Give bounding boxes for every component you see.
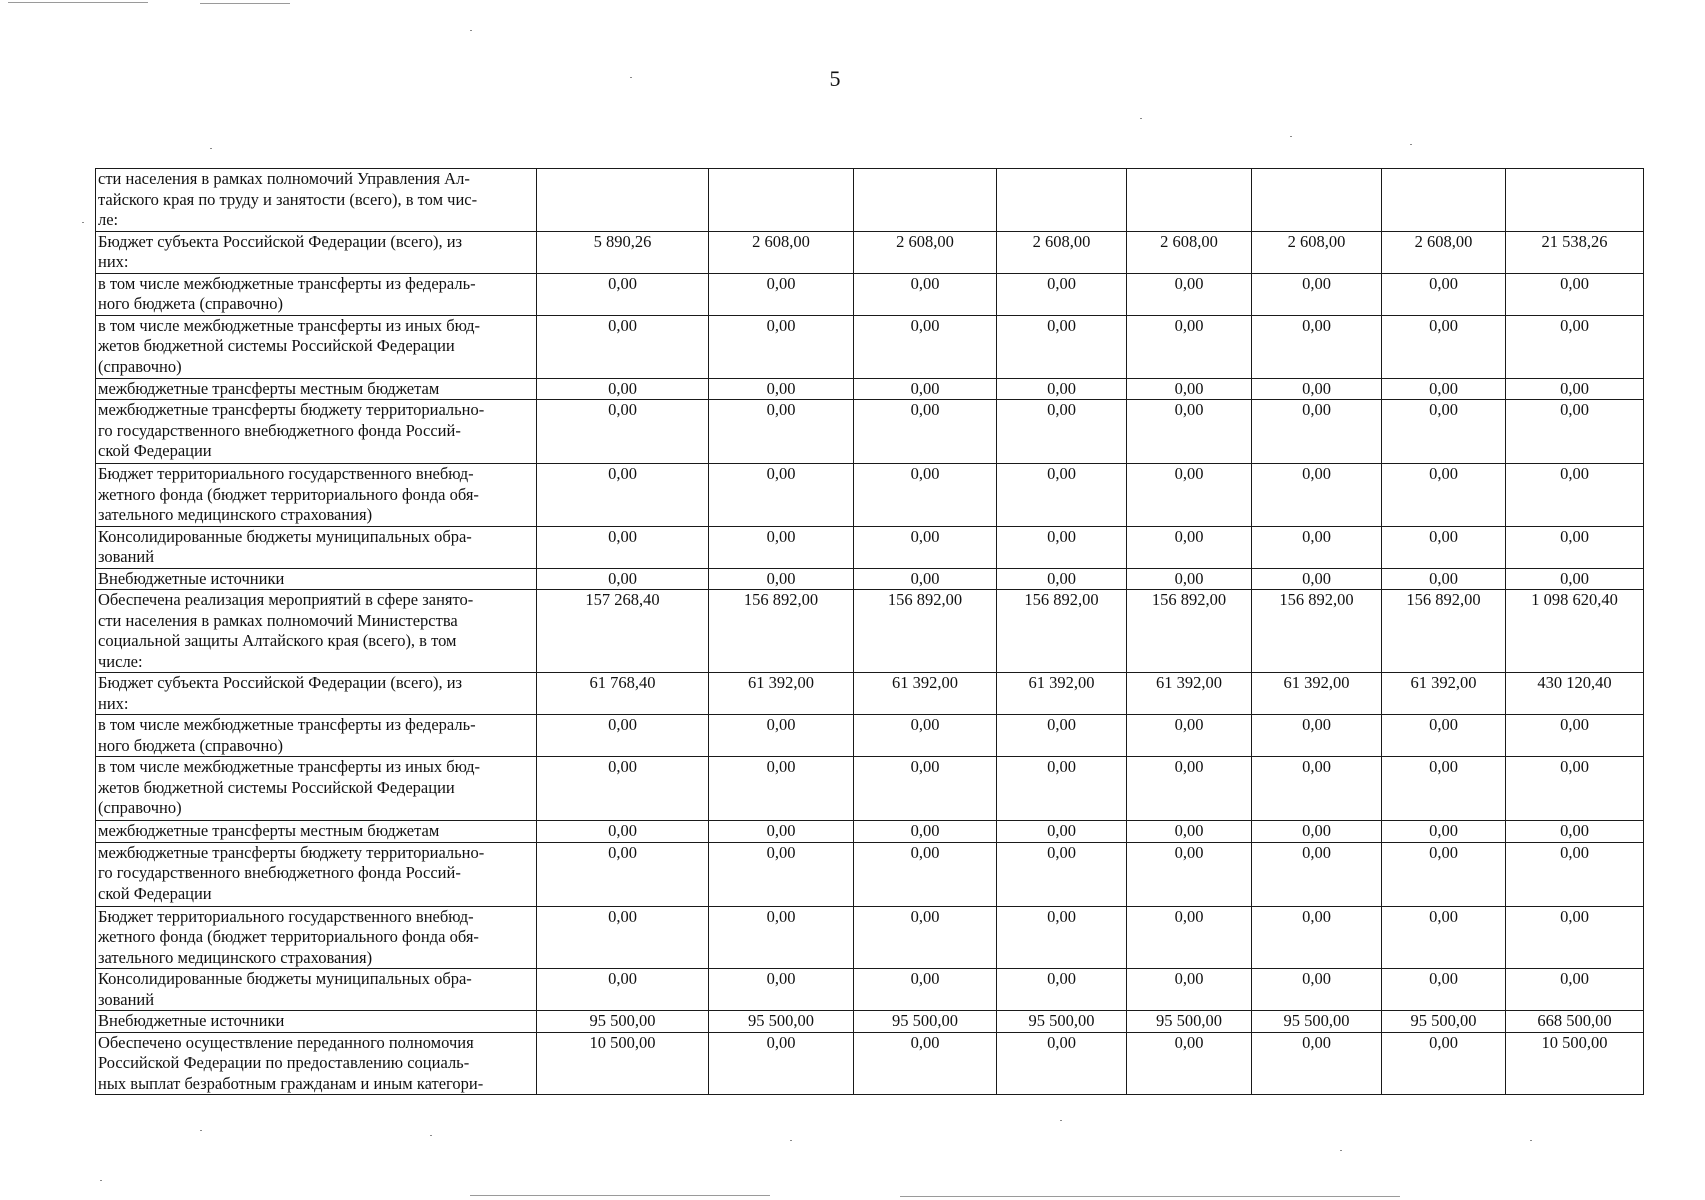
value-cell: 0,00 [1127,526,1252,568]
value-cell: 0,00 [1506,400,1644,464]
value-cell: 0,00 [1382,315,1506,378]
value-cell: 0,00 [1382,1032,1506,1095]
value-cell: 0,00 [1382,715,1506,757]
value-cell: 0,00 [854,969,997,1011]
value-cell: 0,00 [1382,821,1506,843]
table-row [96,715,1644,757]
value-cell: 10 500,00 [1506,1032,1644,1095]
table-row [96,315,1644,378]
value-cell: 5 890,26 [537,231,709,273]
value-cell: 0,00 [1252,315,1382,378]
value-cell: 0,00 [709,906,854,969]
value-cell: 2 608,00 [997,231,1127,273]
table-row [96,590,1644,673]
value-cell: 2 608,00 [1127,231,1252,273]
table-row [96,169,1644,232]
table-row [96,673,1644,715]
value-cell: 156 892,00 [1127,590,1252,673]
value-cell: 0,00 [1506,906,1644,969]
value-cell: 0,00 [537,568,709,590]
table-row [96,400,1644,464]
value-cell: 0,00 [1127,464,1252,527]
value-cell: 156 892,00 [854,590,997,673]
value-cell: 0,00 [1382,273,1506,315]
value-cell: 0,00 [1382,757,1506,821]
scan-speck [210,148,212,149]
value-cell: 157 268,40 [537,590,709,673]
value-cell: 0,00 [1506,378,1644,400]
page-number: 5 [829,66,841,91]
value-cell: 2 608,00 [854,231,997,273]
row-label: межбюджетные трансферты бюджету территориально- го государственного внебюджетного фонда Россий- ской Федерации [96,400,537,464]
value-cell: 156 892,00 [1252,590,1382,673]
value-cell: 0,00 [1506,757,1644,821]
row-label: Внебюджетные источники [96,568,537,590]
value-cell: 2 608,00 [1382,231,1506,273]
value-cell: 0,00 [997,464,1127,527]
value-cell: 95 500,00 [997,1011,1127,1033]
value-cell: 0,00 [997,378,1127,400]
value-cell: 0,00 [1252,1032,1382,1095]
value-cell: 0,00 [1127,273,1252,315]
value-cell: 61 768,40 [537,673,709,715]
value-cell: 0,00 [1127,1032,1252,1095]
value-cell: 0,00 [1252,821,1382,843]
value-cell: 0,00 [1252,969,1382,1011]
value-cell [854,169,997,232]
value-cell: 0,00 [709,821,854,843]
value-cell: 0,00 [1506,464,1644,527]
row-label: Бюджет субъекта Российской Федерации (всего), из них: [96,673,537,715]
value-cell: 0,00 [709,400,854,464]
value-cell: 0,00 [997,757,1127,821]
value-cell: 0,00 [1382,378,1506,400]
value-cell: 0,00 [997,315,1127,378]
value-cell: 2 608,00 [709,231,854,273]
value-cell: 61 392,00 [1252,673,1382,715]
scan-speck [1140,118,1142,119]
value-cell: 0,00 [537,906,709,969]
scan-speck [1410,144,1412,145]
scan-speck [1060,1120,1062,1121]
value-cell: 0,00 [1506,526,1644,568]
value-cell: 0,00 [997,842,1127,906]
budget-table [95,168,1644,1095]
value-cell: 61 392,00 [854,673,997,715]
value-cell: 0,00 [997,273,1127,315]
value-cell [1506,169,1644,232]
row-label: Консолидированные бюджеты муниципальных обра- зований [96,969,537,1011]
value-cell: 95 500,00 [1382,1011,1506,1033]
value-cell: 0,00 [1127,969,1252,1011]
row-label: в том числе межбюджетные трансферты из федераль- ного бюджета (справочно) [96,715,537,757]
value-cell: 0,00 [1252,378,1382,400]
value-cell: 0,00 [1252,906,1382,969]
table-row [96,969,1644,1011]
value-cell: 0,00 [1127,315,1252,378]
value-cell: 0,00 [997,568,1127,590]
table-row [96,568,1644,590]
value-cell: 0,00 [1382,842,1506,906]
table-row [96,273,1644,315]
value-cell: 0,00 [709,378,854,400]
value-cell: 95 500,00 [709,1011,854,1033]
value-cell: 0,00 [1382,526,1506,568]
row-label: Бюджет субъекта Российской Федерации (всего), из них: [96,231,537,273]
value-cell: 0,00 [854,400,997,464]
value-cell [997,169,1127,232]
value-cell: 0,00 [1127,568,1252,590]
row-label: межбюджетные трансферты бюджету территориально- го государственного внебюджетного фонда Россий- ской Федерации [96,842,537,906]
row-label: в том числе межбюджетные трансферты из федераль- ного бюджета (справочно) [96,273,537,315]
table-row [96,231,1644,273]
value-cell: 0,00 [854,757,997,821]
value-cell: 0,00 [1382,568,1506,590]
value-cell: 0,00 [537,464,709,527]
table-row [96,906,1644,969]
value-cell: 0,00 [709,1032,854,1095]
scan-artifact-line [900,1196,1400,1197]
value-cell: 95 500,00 [1127,1011,1252,1033]
value-cell [1382,169,1506,232]
value-cell: 668 500,00 [1506,1011,1644,1033]
value-cell: 10 500,00 [537,1032,709,1095]
value-cell [537,169,709,232]
scan-speck [790,1140,792,1141]
value-cell: 0,00 [709,757,854,821]
table-row [96,378,1644,400]
value-cell: 2 608,00 [1252,231,1382,273]
value-cell: 0,00 [709,315,854,378]
value-cell: 0,00 [1506,842,1644,906]
row-label: Бюджет территориального государственного внебюд- жетного фонда (бюджет территориального фонда обя- зательного медицинского страхования) [96,906,537,969]
value-cell: 21 538,26 [1506,231,1644,273]
value-cell: 0,00 [997,715,1127,757]
value-cell: 0,00 [537,315,709,378]
value-cell: 0,00 [709,568,854,590]
value-cell: 0,00 [1382,400,1506,464]
value-cell: 0,00 [997,526,1127,568]
value-cell: 0,00 [854,273,997,315]
value-cell: 0,00 [709,273,854,315]
value-cell: 0,00 [854,842,997,906]
value-cell: 0,00 [997,906,1127,969]
value-cell: 0,00 [709,969,854,1011]
value-cell: 0,00 [537,378,709,400]
value-cell: 0,00 [709,526,854,568]
value-cell: 0,00 [997,1032,1127,1095]
value-cell: 0,00 [1506,315,1644,378]
scan-speck [630,77,632,78]
value-cell: 0,00 [854,715,997,757]
value-cell: 0,00 [854,378,997,400]
row-label: Обеспечено осуществление переданного полномочия Российской Федерации по предоставлению социаль- ных выплат безработным гражданам и иным категори- [96,1032,537,1095]
value-cell: 0,00 [997,400,1127,464]
row-label: в том числе межбюджетные трансферты из иных бюд- жетов бюджетной системы Российской Федерации (справочно) [96,757,537,821]
scan-artifact-line [470,1195,770,1196]
value-cell: 61 392,00 [997,673,1127,715]
value-cell: 0,00 [1127,378,1252,400]
value-cell: 0,00 [1127,715,1252,757]
value-cell: 61 392,00 [1382,673,1506,715]
value-cell: 0,00 [709,842,854,906]
value-cell: 0,00 [1506,715,1644,757]
scan-speck [1340,1150,1342,1151]
value-cell: 0,00 [854,464,997,527]
value-cell: 0,00 [1506,273,1644,315]
value-cell: 0,00 [854,821,997,843]
table-row [96,1011,1644,1033]
value-cell: 0,00 [1252,757,1382,821]
row-label: Внебюджетные источники [96,1011,537,1033]
table-row [96,757,1644,821]
value-cell: 0,00 [997,821,1127,843]
value-cell: 0,00 [1252,273,1382,315]
value-cell [1252,169,1382,232]
value-cell: 0,00 [1127,842,1252,906]
value-cell: 0,00 [1252,400,1382,464]
value-cell: 0,00 [537,715,709,757]
scan-speck [1530,1140,1532,1141]
value-cell: 156 892,00 [997,590,1127,673]
value-cell: 156 892,00 [1382,590,1506,673]
value-cell: 0,00 [537,273,709,315]
value-cell: 0,00 [709,715,854,757]
scan-speck [200,1130,202,1131]
scan-speck [470,30,472,31]
value-cell: 0,00 [1382,969,1506,1011]
row-label: Обеспечена реализация мероприятий в сфере занято- сти населения в рамках полномочий Министерства социальной защиты Алтайского края (всего), в том числе: [96,590,537,673]
value-cell: 0,00 [854,315,997,378]
scan-artifact-line [200,3,290,4]
row-label: Консолидированные бюджеты муниципальных обра- зований [96,526,537,568]
value-cell: 0,00 [537,400,709,464]
scan-speck [1290,136,1292,137]
value-cell: 0,00 [1127,821,1252,843]
value-cell: 0,00 [537,842,709,906]
value-cell: 0,00 [709,464,854,527]
value-cell: 61 392,00 [709,673,854,715]
row-label: межбюджетные трансферты местным бюджетам [96,378,537,400]
row-label: межбюджетные трансферты местным бюджетам [96,821,537,843]
value-cell: 0,00 [537,526,709,568]
value-cell: 0,00 [1252,464,1382,527]
value-cell: 156 892,00 [709,590,854,673]
value-cell: 0,00 [1252,568,1382,590]
value-cell: 0,00 [854,1032,997,1095]
table-row [96,842,1644,906]
scan-artifact-line [8,2,148,3]
value-cell [1127,169,1252,232]
table-row [96,821,1644,843]
scan-speck [82,222,84,223]
value-cell: 0,00 [1506,821,1644,843]
value-cell: 0,00 [1382,464,1506,527]
scan-speck [430,1135,432,1136]
value-cell: 0,00 [1127,906,1252,969]
value-cell: 0,00 [854,526,997,568]
value-cell: 0,00 [997,969,1127,1011]
row-label: сти населения в рамках полномочий Управления Ал- тайского края по труду и занятости (всего), в том чис- ле: [96,169,537,232]
value-cell: 61 392,00 [1127,673,1252,715]
value-cell: 0,00 [854,568,997,590]
value-cell: 0,00 [854,906,997,969]
value-cell: 1 098 620,40 [1506,590,1644,673]
value-cell: 430 120,40 [1506,673,1644,715]
table-row [96,1032,1644,1095]
value-cell: 95 500,00 [537,1011,709,1033]
value-cell: 95 500,00 [854,1011,997,1033]
value-cell: 0,00 [537,757,709,821]
value-cell: 0,00 [1382,906,1506,969]
scan-speck [100,1180,102,1181]
table-body [96,169,1644,1095]
value-cell: 0,00 [537,821,709,843]
value-cell: 0,00 [1506,969,1644,1011]
value-cell: 95 500,00 [1252,1011,1382,1033]
row-label: в том числе межбюджетные трансферты из иных бюд- жетов бюджетной системы Российской Федерации (справочно) [96,315,537,378]
value-cell: 0,00 [1252,715,1382,757]
value-cell [709,169,854,232]
table-row [96,526,1644,568]
value-cell: 0,00 [537,969,709,1011]
value-cell: 0,00 [1252,526,1382,568]
value-cell: 0,00 [1252,842,1382,906]
value-cell: 0,00 [1127,400,1252,464]
table-row [96,464,1644,527]
value-cell: 0,00 [1127,757,1252,821]
value-cell: 0,00 [1506,568,1644,590]
row-label: Бюджет территориального государственного внебюд- жетного фонда (бюджет территориального фонда обя- зательного медицинского страхования) [96,464,537,527]
